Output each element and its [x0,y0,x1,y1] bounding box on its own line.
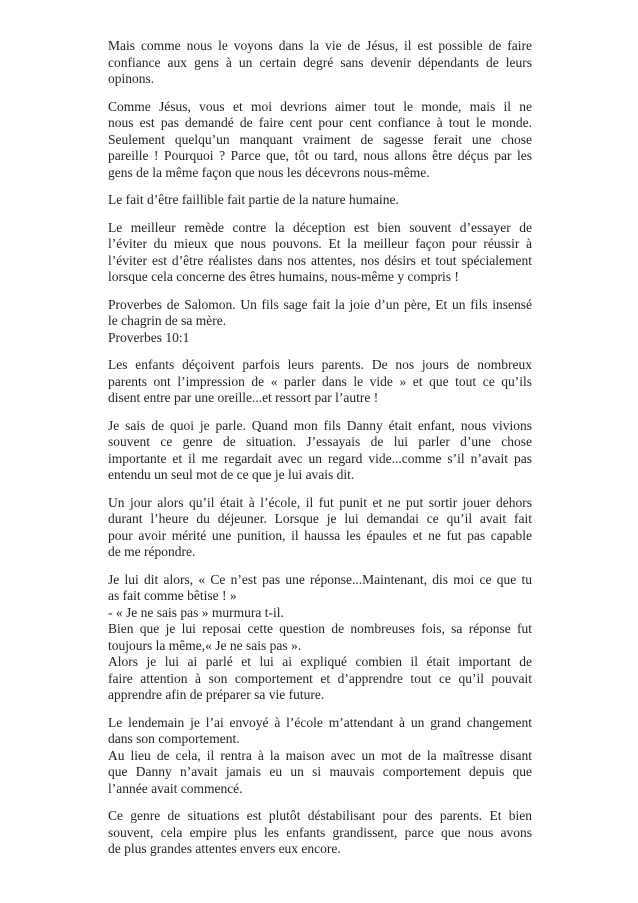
paragraph [108,572,532,704]
text-line: que Danny n’avait jamais eu un si mauvais comportement depuis que [108,764,532,779]
text-line: entendu un seul mot de ce que je lui avais dit. [108,467,355,482]
text-line: Les enfants déçoivent parfois leurs parents. De nos jours de nombreux [108,357,532,372]
text-line: parents ont l’impression de « parler dans le vide » et que tout ce qu’ils [108,373,532,389]
paragraph [108,495,532,561]
text-line: nous est pas demandé de faire cent pour cent confiance à tout le monde. [108,115,532,130]
text-line: Seulement quelqu’un manquant vraiment de sagesse ferait une chose [108,131,532,147]
text-line: souvent ce genre de situation. J’essayais de lui parler d’une chose [108,434,532,449]
text-line: Un jour alors qu’il était à l’école, il fut punit et ne put sortir jouer dehors [108,494,532,510]
text-line: Proverbes 10:1 [108,329,190,345]
paragraph [108,192,532,209]
paragraph [108,715,532,798]
text-line: Ce genre de situations est plutôt déstabilisant pour des parents. Et bien [108,808,532,823]
paragraph [108,418,532,484]
text-line: dans son comportement. [108,731,240,746]
text-line: Alors je lui ai parlé et lui ai expliqué combien il était important de [108,654,532,669]
paragraph [108,808,532,858]
text-line: pour avoir mérité une punition, il haussa les épaules et ne fut pas capable [108,527,532,543]
text-line: Je lui dit alors, « Ce n’est pas une réponse...Maintenant, dis moi ce que tu [108,571,532,587]
text-line: faire attention à son comportement et d’apprendre tout ce qu’il pouvait [108,670,532,686]
text-line: toujours la même,« Je ne sais pas ». [108,637,302,653]
text-line: lorsque cela concerne des êtres humains, nous-même y compris ! [108,269,459,284]
text-line: pareille ! Pourquoi ? Parce que, tôt ou tard, nous allons être déçus par les [108,148,532,163]
text-line: l’éviter est d’être réalistes dans nos attentes, nos désirs et tout spécialement [108,252,532,268]
text-line: confiance aux gens à un certain degré sans devenir dépendants de leurs [108,54,532,70]
text-line: Le lendemain je l’ai envoyé à l’école m’attendant à un grand changement [108,714,532,730]
text-line: Proverbes de Salomon. Un fils sage fait la joie d’un père, Et un fils insensé [108,296,532,312]
paragraph [108,220,532,286]
text-line: disent entre par une oreille...et ressort par l’autre ! [108,390,379,405]
paragraph [108,38,532,88]
page-text [108,38,532,869]
text-line: Le meilleur remède contre la déception est bien souvent d’essayer de [108,219,532,235]
paragraph [108,357,532,407]
text-line: importante et il me regardait avec un regard vide...comme s’il n’avait pas [108,450,532,466]
text-line: souvent, cela empire plus les enfants grandissent, parce que nous avons [108,824,532,840]
text-line: Au lieu de cela, il rentra à la maison avec un mot de la maîtresse disant [108,747,532,763]
text-line: l’année avait commencé. [108,780,243,796]
text-line: Je sais de quoi je parle. Quand mon fils Danny était enfant, nous vivions [108,417,532,433]
text-line: opinons. [108,71,155,86]
text-line: Mais comme nous le voyons dans la vie de Jésus, il est possible de faire [108,38,532,53]
text-line: durant l’heure du déjeuner. Lorsque je lui demandai ce qu’il avait fait [108,511,532,526]
text-line: le chagrin de sa mère. [108,313,227,328]
paragraph [108,297,532,347]
text-line: de plus grandes attentes envers eux encore. [108,841,341,856]
text-line: Le fait d’être faillible fait partie de la nature humaine. [108,192,399,207]
text-line: l’éviter du mieux que nous pouvons. Et la meilleur façon pour réussir à [108,236,532,251]
text-line: gens de la même façon que nous les décevrons nous-même. [108,164,430,180]
text-line: Comme Jésus, vous et moi devrions aimer tout le monde, mais il ne [108,98,532,114]
paragraph [108,99,532,182]
text-line: - « Je ne sais pas » murmura t-il. [108,604,284,620]
text-line: apprendre afin de préparer sa vie future. [108,687,325,702]
text-line: as fait comme bêtise ! » [108,588,237,603]
text-line: Bien que je lui reposai cette question de nombreuses fois, sa réponse fut [108,621,532,636]
text-line: de me répondre. [108,544,196,559]
